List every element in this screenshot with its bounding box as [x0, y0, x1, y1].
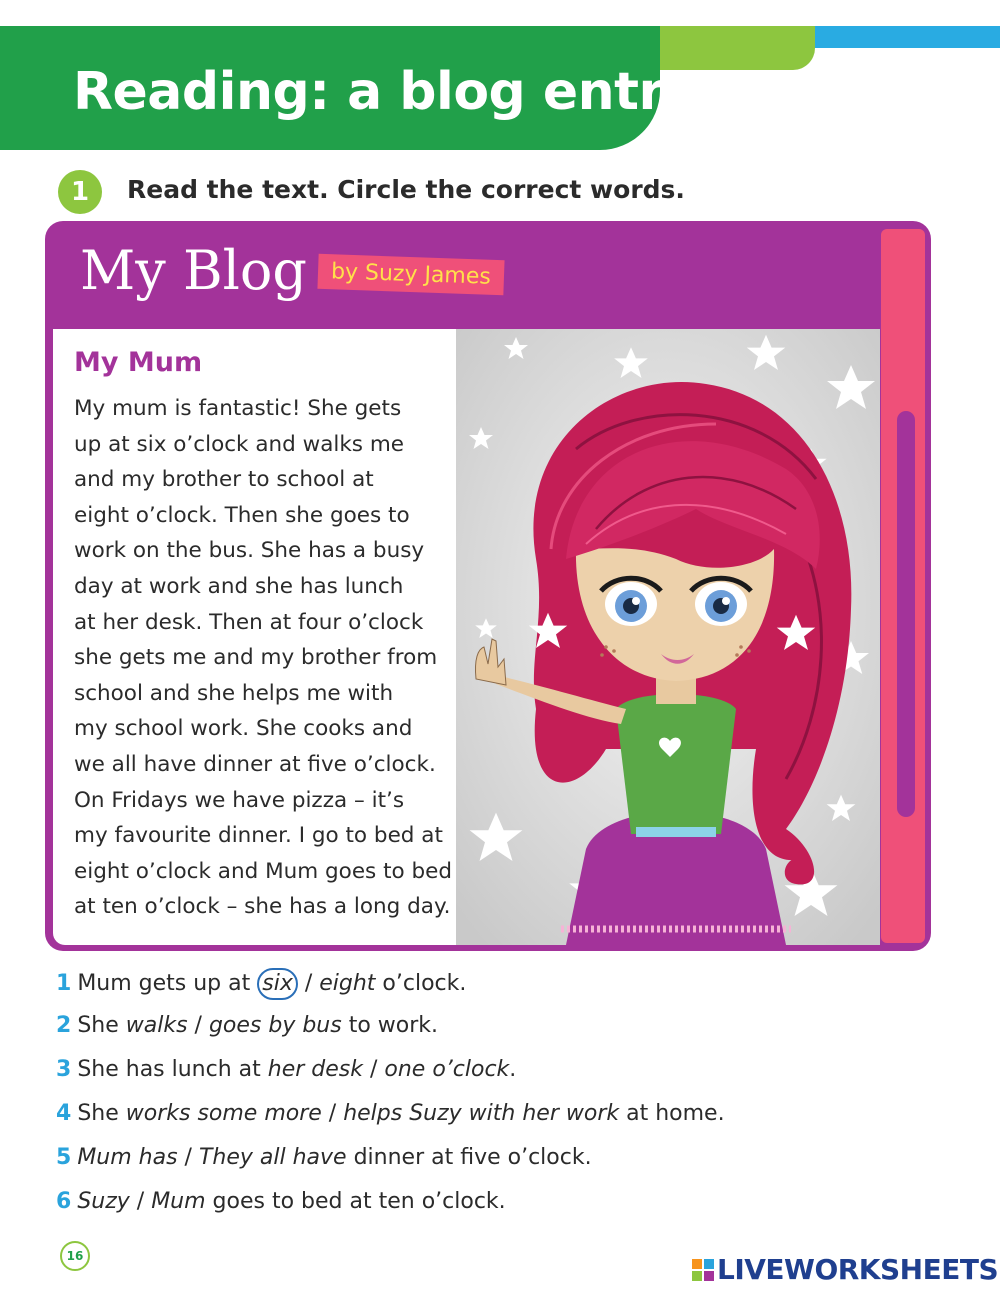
answer-option[interactable]: Mum [151, 1189, 206, 1214]
blog-line: day at work and she has lunch [74, 573, 404, 599]
blog-line: at her desk. Then at four o’clock [74, 609, 424, 635]
blog-line: and my brother to school at [74, 467, 374, 493]
question-number: 3 [56, 1057, 72, 1082]
question-text: dinner at five o’clock. [346, 1145, 592, 1170]
answer-option[interactable]: goes by bus [208, 1013, 342, 1038]
answer-option[interactable]: walks [125, 1013, 188, 1038]
option-separator: / [321, 1101, 344, 1126]
answer-option-selected[interactable]: six [257, 968, 298, 1000]
option-separator: / [129, 1189, 152, 1214]
blog-line: my favourite dinner. I go to bed at [74, 823, 443, 849]
question-text: o’clock. [375, 971, 467, 996]
question-number: 6 [56, 1189, 72, 1214]
answer-option[interactable]: Mum has [77, 1145, 178, 1170]
answer-option[interactable]: eight [319, 971, 376, 996]
blog-line: up at six o’clock and walks me [74, 431, 404, 457]
blog-line: we all have dinner at five o’clock. [74, 751, 436, 777]
blog-line: at ten o’clock – she has a long day. [74, 894, 451, 920]
answer-option[interactable]: Suzy [77, 1189, 130, 1214]
blog-scrollbar[interactable] [897, 411, 915, 817]
girl-illustration [456, 329, 880, 945]
question-3 [56, 1057, 516, 1082]
blog-line: eight o’clock. Then she goes to [74, 502, 410, 528]
answer-option[interactable]: helps Suzy with her work [343, 1101, 620, 1126]
liveworksheets-blocks-icon [692, 1259, 714, 1281]
question-number: 1 [56, 971, 72, 996]
blog-body [74, 391, 454, 925]
question-text: to work. [341, 1013, 439, 1038]
liveworksheets-wordmark: LIVEWORKSHEETS [717, 1253, 999, 1286]
blog-byline: by Suzy James [317, 254, 504, 295]
blog-text-area [53, 329, 456, 945]
question-number: 5 [56, 1145, 72, 1170]
blog-panel [45, 221, 931, 951]
blog-line: my school work. She cooks and [74, 716, 413, 742]
question-5 [56, 1145, 592, 1170]
question-text: She has lunch at [77, 1057, 268, 1082]
answer-option[interactable]: her desk [267, 1057, 363, 1082]
question-number: 4 [56, 1101, 72, 1126]
exercise-instruction: Read the text. Circle the correct words. [127, 175, 685, 204]
option-separator: / [362, 1057, 385, 1082]
question-2 [56, 1013, 438, 1038]
option-separator: / [297, 971, 320, 996]
girl-illustration-svg [456, 329, 880, 945]
blog-line: work on the bus. She has a busy [74, 538, 425, 564]
option-separator: / [187, 1013, 209, 1038]
page-number: 16 [60, 1241, 90, 1271]
blog-line: school and she helps me with [74, 680, 394, 706]
answer-option[interactable]: They all have [198, 1145, 347, 1170]
blog-line: On Fridays we have pizza – it’s [74, 787, 405, 813]
exercise-number-badge: 1 [58, 170, 102, 214]
question-text: . [509, 1057, 517, 1082]
blog-heading: My Mum [74, 347, 203, 378]
question-number: 2 [56, 1013, 72, 1038]
question-6 [56, 1189, 506, 1214]
option-separator: / [177, 1145, 199, 1170]
blog-title: My Blog [80, 239, 307, 302]
answer-option[interactable]: works some more [125, 1101, 322, 1126]
blog-line: My mum is fantastic! She gets [74, 396, 402, 421]
question-text: She [77, 1013, 126, 1038]
answer-option[interactable]: one o’clock [384, 1057, 510, 1082]
question-text: goes to bed at ten o’clock. [205, 1189, 506, 1214]
page-title: Reading: a blog entry [73, 62, 698, 122]
question-1 [56, 968, 466, 1000]
liveworksheets-logo[interactable] [692, 1253, 999, 1287]
question-4 [56, 1101, 725, 1126]
blog-line: eight o’clock and Mum goes to bed [74, 858, 453, 884]
blog-line: she gets me and my brother from [74, 645, 438, 671]
question-text: Mum gets up at [77, 971, 258, 996]
question-text: at home. [619, 1101, 725, 1126]
question-text: She [77, 1101, 126, 1126]
